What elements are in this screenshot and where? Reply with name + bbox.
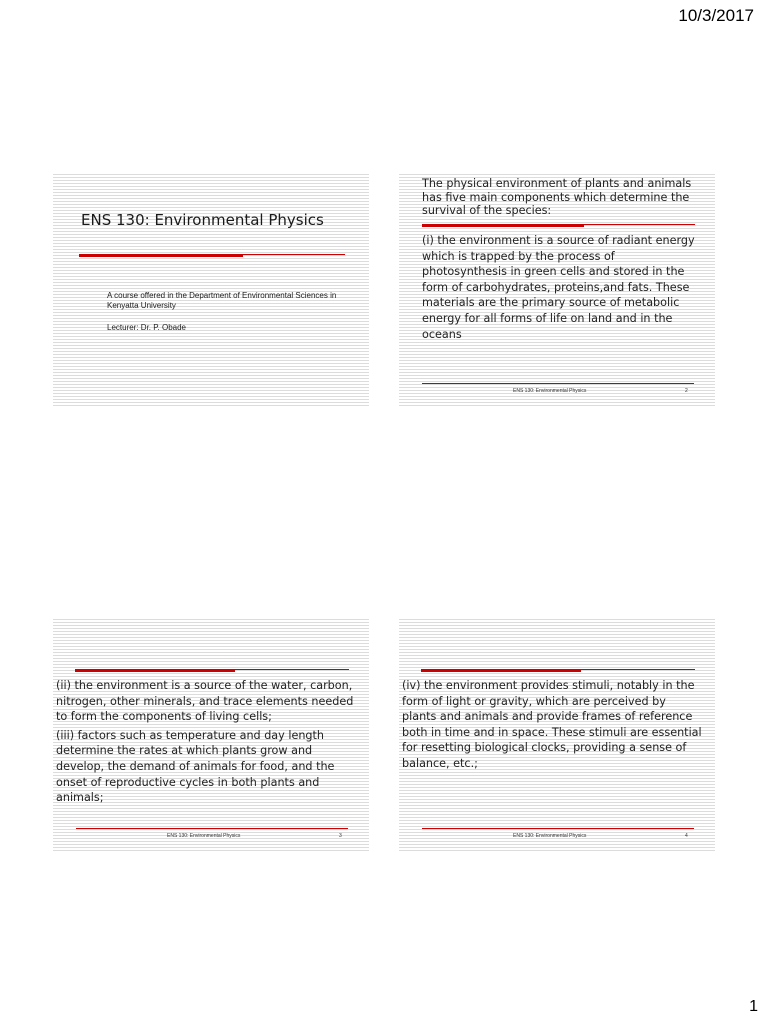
slide-2 xyxy=(399,172,715,408)
title-underline-thick xyxy=(79,254,243,257)
slide-footer: ENS 130: Environmental Physics xyxy=(167,833,241,839)
paragraph-iii: (iii) factors such as temperature and day length determine the rates at which plants grow and develop, the demand of animals for food, and the onset of reproductive cycles in both plants and animals; xyxy=(56,728,335,805)
slide-footer: ENS 130: Environmental Physics xyxy=(513,833,587,839)
slide-body: (iv) the environment provides stimuli, notably in the form of light or gravity, which are perceived by plants and animals and provide frames of reference both in time and in space. These stimuli are essential for resetting biological clocks, providing a sense of balance, etc.; xyxy=(402,679,702,770)
slide-intro: The physical environment of plants and animals has five main components which determine the survival of the species: xyxy=(422,177,692,217)
paragraph-ii: (ii) the environment is a source of the water, carbon, nitrogen, other minerals, and trace elements needed to form the components of living cells; xyxy=(56,679,354,724)
lecturer-line: Lecturer: Dr. P. Obade xyxy=(107,323,187,332)
slide-1 xyxy=(53,172,369,408)
intro-underline-thick xyxy=(422,224,584,227)
header-rule-thick xyxy=(421,669,581,672)
footer-rule xyxy=(422,828,694,829)
slide-4 xyxy=(399,617,715,853)
title-underline-thin xyxy=(243,254,345,255)
slide-footer: ENS 130: Environmental Physics xyxy=(513,388,587,394)
page-number: 1 xyxy=(749,998,758,1015)
slide-body: (i) the environment is a source of radiant energy which is trapped by the process of photosynthesis in green cells and stored in the form of carbohydrates, proteins,and fats. These materials are the primary source of metabolic energy for all forms of life on land and in the oceans xyxy=(422,234,695,341)
slide-3 xyxy=(53,617,369,853)
footer-rule xyxy=(422,383,694,384)
header-date: 10/3/2017 xyxy=(678,6,754,25)
slide-title: ENS 130: Environmental Physics xyxy=(81,211,324,229)
slide-number: 2 xyxy=(685,388,688,394)
slide-number: 4 xyxy=(685,833,688,839)
intro-underline-thin xyxy=(584,224,695,225)
header-rule-thin xyxy=(581,669,695,670)
footer-rule xyxy=(76,828,348,829)
course-description: A course offered in the Department of Environmental Sciences in Kenyatta University xyxy=(107,291,337,310)
header-rule-thin xyxy=(235,669,349,670)
slide-body xyxy=(56,678,362,806)
header-rule-thick xyxy=(75,669,235,672)
slide-number: 3 xyxy=(339,833,342,839)
